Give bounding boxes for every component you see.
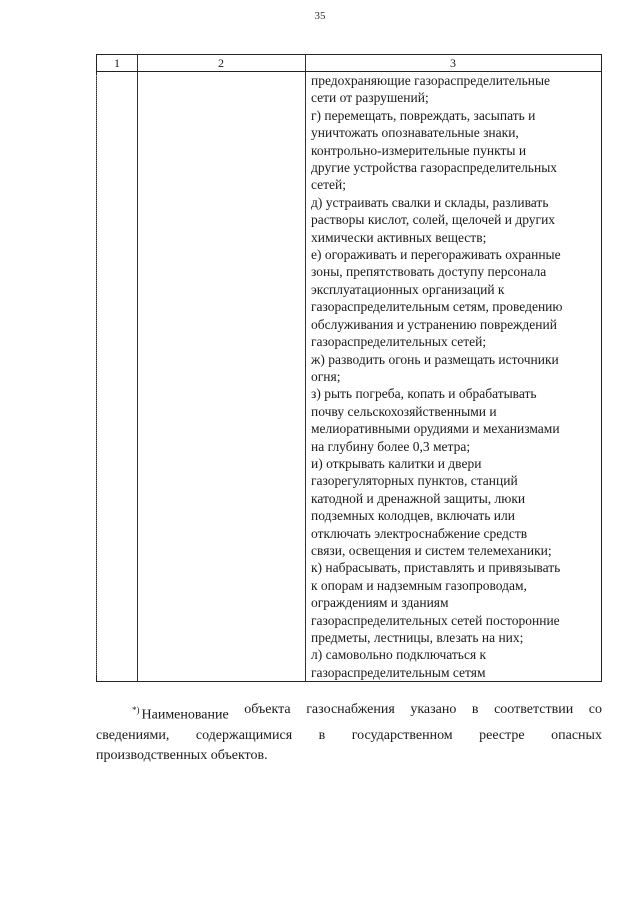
footnote-word: сведениями, xyxy=(96,727,170,743)
column-3-text xyxy=(311,72,601,681)
footnote-word xyxy=(132,700,229,726)
footnote-word: в xyxy=(471,702,479,717)
table-header-row xyxy=(97,55,601,72)
footnote-mark: *) xyxy=(132,705,140,715)
text-line: химически активных веществ; xyxy=(311,229,487,245)
text-line: сети от разрушений; xyxy=(311,90,429,106)
text-line: газораспределительным сетям xyxy=(311,664,486,680)
text-line: огня; xyxy=(311,368,341,384)
text-line: з) рыть погреба, копать и обрабатывать xyxy=(311,386,537,402)
text-line: ограждениям и зданиям xyxy=(311,595,449,611)
text-line: подземных колодцев, включать или xyxy=(311,508,515,524)
text-line: обслуживания и устранению повреждений xyxy=(311,316,557,332)
text-line: предохраняющие газораспределительные xyxy=(311,73,551,88)
text-line: связи, освещения и систем телемеханики; xyxy=(311,542,552,558)
document-table xyxy=(96,54,602,682)
text-line: другие устройства газораспределительных xyxy=(311,160,558,176)
text-line: эксплуатационных организаций к xyxy=(311,281,505,297)
header-cell-1: 1 xyxy=(114,56,120,70)
text-line: зоны, препятствовать доступу персонала xyxy=(311,264,547,280)
footnote-word: в xyxy=(318,727,326,743)
text-line: предметы, лестницы, влезать на них; xyxy=(311,630,524,645)
header-cell-2: 2 xyxy=(218,56,224,70)
page-number: 35 xyxy=(314,10,326,22)
footnote-word: указано xyxy=(410,702,457,717)
footnote-line-2 xyxy=(96,726,602,746)
text-line: контрольно-измерительные пункты и xyxy=(311,142,527,158)
text-line: к опорам и надземным газопроводам, xyxy=(311,577,527,593)
text-line: на глубину более 0,3 метра; xyxy=(311,438,471,454)
text-line: е) огораживать и перегораживать охранные xyxy=(311,247,561,263)
footnote-line-1 xyxy=(96,700,602,726)
footnote-word: объекта xyxy=(244,702,291,717)
column-divider-2 xyxy=(305,55,306,681)
text-line: мелиоративными орудиями и механизмами xyxy=(311,421,560,437)
footnote-word: соответствии xyxy=(494,702,574,717)
footnote-word: со xyxy=(588,702,602,717)
footnote-word-text: Наименование xyxy=(141,707,229,723)
footnote-word: опасных xyxy=(551,727,602,743)
text-line: катодной и дренажной защиты, люки xyxy=(311,490,526,506)
footnote-line-3: производственных объектов. xyxy=(96,747,268,763)
column-divider-1 xyxy=(137,55,138,681)
table-left-edge-marks xyxy=(96,75,97,675)
text-line: д) устраивать свалки и склады, разливать xyxy=(311,194,549,210)
footnote-word: государственном xyxy=(351,727,453,743)
text-line: газораспределительным сетям, проведению xyxy=(311,299,563,315)
footnote-word: реестре xyxy=(479,727,525,743)
text-line: газорегуляторных пунктов, станций xyxy=(311,473,518,489)
text-line: и) открывать калитки и двери xyxy=(311,455,482,471)
text-line: к) набрасывать, приставлять и привязывать xyxy=(311,560,561,576)
header-cell-3: 3 xyxy=(450,56,456,70)
text-line: л) самовольно подключаться к xyxy=(311,647,487,663)
text-line: почву сельскохозяйственными и xyxy=(311,403,497,419)
text-line: уничтожать опознавательные знаки, xyxy=(311,125,519,141)
footnote-word: газоснабжения xyxy=(306,702,395,717)
text-line: ж) разводить огонь и размещать источники xyxy=(311,351,559,367)
text-line: отключать электроснабжение средств xyxy=(311,525,528,541)
text-line: растворы кислот, солей, щелочей и других xyxy=(311,212,556,228)
footnote xyxy=(96,700,602,766)
text-line: газораспределительных сетей посторонние xyxy=(311,612,560,628)
text-line: газораспределительных сетей; xyxy=(311,334,487,350)
text-line: сетей; xyxy=(311,177,347,193)
text-line: г) перемещать, повреждать, засыпать и xyxy=(311,107,536,123)
footnote-word: содержащимися xyxy=(195,727,293,743)
